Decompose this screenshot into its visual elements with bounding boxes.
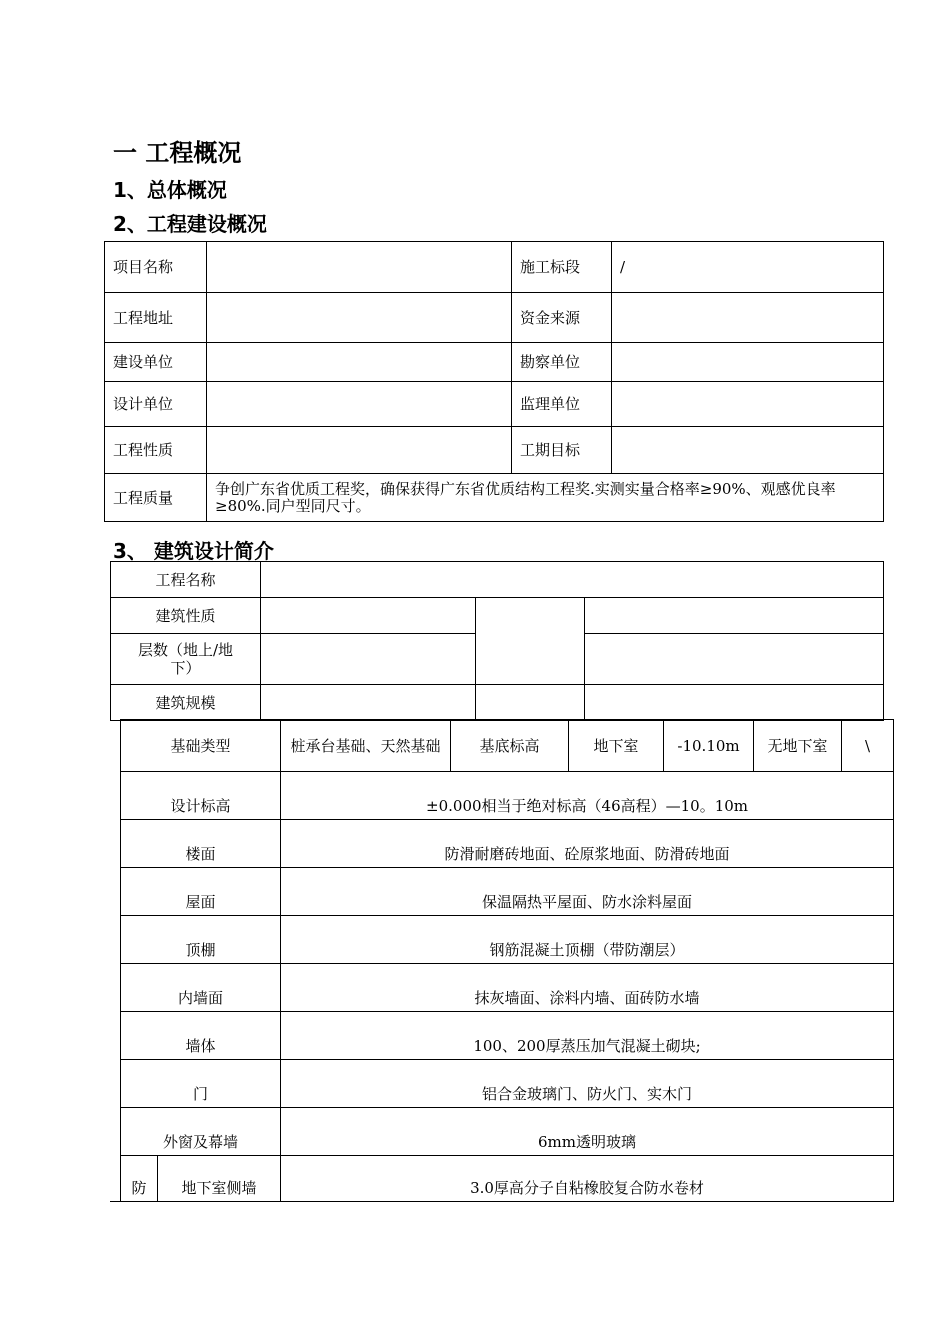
no-basement-value: \ (842, 720, 894, 772)
no-basement-label: 无地下室 (754, 720, 842, 772)
address-label: 工程地址 (105, 293, 207, 343)
detail-row-label: 楼面 (121, 820, 281, 868)
detail-row-label: 外窗及幕墙 (121, 1108, 281, 1156)
section-heading-construction: 2、工程建设概况 (113, 212, 267, 236)
detail-row-label: 门 (121, 1060, 281, 1108)
quality-label: 工程质量 (105, 474, 207, 522)
scale-label: 建筑规模 (111, 685, 261, 721)
foundation-value: 桩承台基础、天然基础 (281, 720, 451, 772)
duration-value (612, 427, 884, 474)
floors-extra (585, 634, 884, 685)
detail-row-label: 屋面 (121, 868, 281, 916)
scale-value (261, 685, 476, 721)
project-nature-label: 工程性质 (105, 427, 207, 474)
detail-row-value: 防滑耐磨砖地面、砼原浆地面、防滑砖地面 (281, 820, 894, 868)
detail-row-value: 100、200厚蒸压加气混凝土砌块; (281, 1012, 894, 1060)
survey-value (612, 343, 884, 382)
design-unit-value (207, 382, 512, 427)
detail-row-label: 顶棚 (121, 916, 281, 964)
supervision-label: 监理单位 (512, 382, 612, 427)
building-nature-label: 建筑性质 (111, 598, 261, 634)
basement-value: -10.10m (664, 720, 754, 772)
builder-label: 建设单位 (105, 343, 207, 382)
quality-value: 争创广东省优质工程奖，确保获得广东省优质结构工程奖.实测实量合格率≥90%、观感优良率≥80%.同户型同尺寸。 (207, 474, 884, 522)
scale-mid (476, 685, 585, 721)
detail-row-value: 保温隔热平屋面、防水涂料屋面 (281, 868, 894, 916)
detail-row-label: 内墙面 (121, 964, 281, 1012)
section-heading-overall: 1、总体概况 (113, 178, 227, 202)
detail-row-label: 墙体 (121, 1012, 281, 1060)
construction-details-table (120, 719, 894, 1202)
construction-overview-table (104, 241, 884, 522)
table-bottom-line (110, 1201, 270, 1202)
design-name-label: 工程名称 (111, 562, 261, 598)
waterproof-value: 3.0厚高分子自粘橡胶复合防水卷材 (281, 1156, 894, 1202)
building-nature-extra (585, 598, 884, 634)
section-label: 施工标段 (512, 242, 612, 293)
floors-value (261, 634, 476, 685)
detail-row-value: ±0.000相当于绝对标高（46高程）—10。10m (281, 772, 894, 820)
design-unit-label: 设计单位 (105, 382, 207, 427)
detail-row-value: 6mm透明玻璃 (281, 1108, 894, 1156)
design-name-value (261, 562, 884, 598)
supervision-value (612, 382, 884, 427)
section-value: / (612, 242, 884, 293)
foundation-label: 基础类型 (121, 720, 281, 772)
design-merged-cell (476, 598, 585, 685)
builder-value (207, 343, 512, 382)
fund-label: 资金来源 (512, 293, 612, 343)
basement-label: 地下室 (569, 720, 664, 772)
project-nature-value (207, 427, 512, 474)
waterproof-group-label: 防 (121, 1156, 158, 1202)
project-name-value (207, 242, 512, 293)
survey-label: 勘察单位 (512, 343, 612, 382)
fund-value (612, 293, 884, 343)
detail-row-value: 铝合金玻璃门、防火门、实木门 (281, 1060, 894, 1108)
building-nature-value (261, 598, 476, 634)
base-elevation-label: 基底标高 (451, 720, 569, 772)
scale-extra (585, 685, 884, 721)
detail-row-value: 钢筋混凝土顶棚（带防潮层） (281, 916, 894, 964)
main-heading: 一 工程概况 (113, 139, 242, 167)
project-name-label: 项目名称 (105, 242, 207, 293)
address-value (207, 293, 512, 343)
detail-row-value: 抹灰墙面、涂料内墙、面砖防水墙 (281, 964, 894, 1012)
architecture-design-table (110, 561, 884, 721)
duration-label: 工期目标 (512, 427, 612, 474)
waterproof-label: 地下室侧墙 (158, 1156, 281, 1202)
section-heading-architecture: 3、 建筑设计简介 (113, 539, 274, 563)
floors-label: 层数（地上/地下） (111, 634, 261, 685)
detail-row-label: 设计标高 (121, 772, 281, 820)
